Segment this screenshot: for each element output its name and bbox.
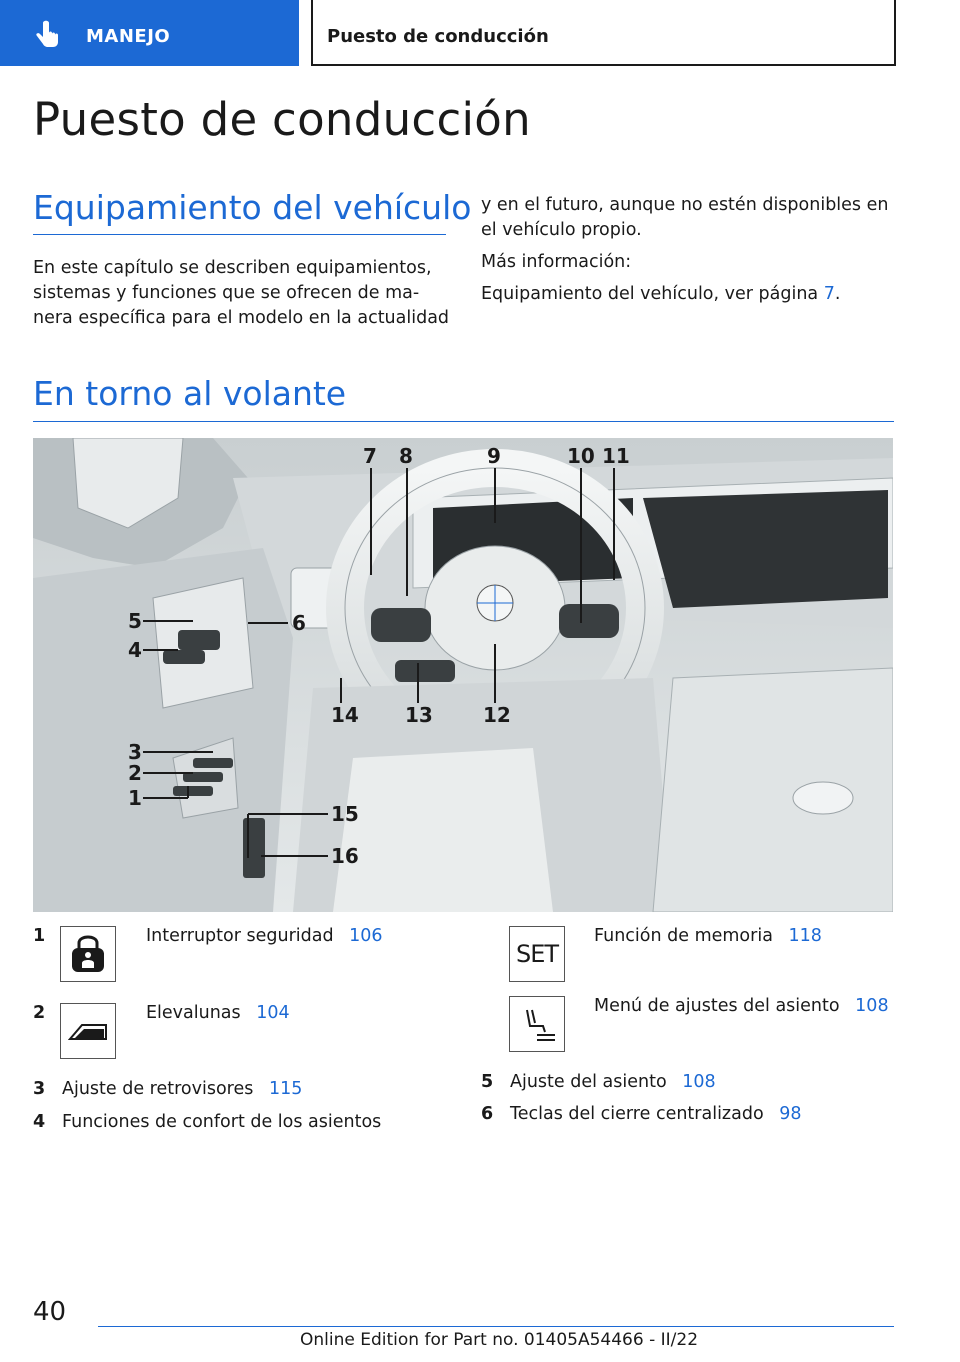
callout-14: 14 [331, 703, 359, 727]
page-link[interactable]: 108 [855, 996, 889, 1016]
callout-11: 11 [602, 444, 630, 468]
text-line: sistemas y funciones que se ofrecen de ma- [33, 283, 420, 303]
cockpit-drawing [33, 438, 893, 912]
equipment-reference [481, 282, 840, 307]
legend-number: 1 [33, 926, 46, 946]
equipment-heading: Equipamiento del vehículo [33, 188, 472, 227]
equipment-paragraph-left [33, 256, 449, 331]
text-line: nera específica para el modelo en la actualidad [33, 308, 450, 328]
legend-item [146, 1003, 290, 1023]
page-link[interactable]: 106 [349, 926, 383, 946]
legend-item: Funciones de confort de los asientos [62, 1112, 382, 1132]
legend-item [594, 996, 889, 1016]
callout-1: 1 [128, 786, 142, 810]
footer-rule [98, 1326, 894, 1327]
callout-7: 7 [363, 444, 377, 468]
reference-text: Equipamiento del vehículo, ver página [481, 284, 824, 304]
steering-heading: En torno al volante [33, 374, 347, 413]
page-number: 40 [33, 1297, 67, 1327]
page-link[interactable]: 118 [788, 926, 822, 946]
section-label: MANEJO [86, 26, 171, 47]
legend-label: Menú de ajustes del asiento [594, 996, 840, 1016]
legend-label: Ajuste del asiento [510, 1072, 667, 1092]
callout-2: 2 [128, 761, 142, 785]
callout-4: 4 [128, 638, 142, 662]
reference-end: . [834, 284, 841, 304]
legend-label: Elevalunas [146, 1003, 241, 1023]
security-switch-icon-box [60, 926, 116, 982]
footer-edition: Online Edition for Part no. 01405A54466 - II/22 [300, 1330, 699, 1350]
hand-pointer-icon [32, 20, 62, 50]
legend-label: Función de memoria [594, 926, 773, 946]
legend-number: 5 [481, 1072, 494, 1092]
legend-item [510, 1104, 802, 1124]
legend-label: Interruptor seguridad [146, 926, 334, 946]
legend-item [594, 926, 822, 946]
breadcrumb-label: Puesto de conducción [327, 26, 549, 47]
breadcrumb [311, 0, 896, 66]
legend-item [510, 1072, 716, 1092]
set-icon-box [509, 926, 565, 982]
window-lifter-icon-box [60, 1003, 116, 1059]
callout-10: 10 [567, 444, 595, 468]
callout-3: 3 [128, 740, 142, 764]
text-line: En este capítulo se describen equipamientos, [33, 258, 432, 278]
legend-number: 4 [33, 1112, 46, 1132]
legend-item [146, 926, 383, 946]
page-link[interactable]: 108 [682, 1072, 716, 1092]
callout-8: 8 [399, 444, 413, 468]
seat-settings-icon [517, 1004, 557, 1044]
equipment-paragraph-right [481, 193, 888, 243]
page-link[interactable]: 98 [779, 1104, 802, 1124]
page-link[interactable]: 115 [268, 1079, 303, 1099]
callout-13: 13 [405, 703, 433, 727]
legend-item [62, 1079, 302, 1099]
window-icon [68, 1019, 108, 1043]
cockpit-illustration [33, 438, 893, 912]
text-line: el vehículo propio. [481, 220, 642, 240]
section-tab [0, 0, 299, 66]
page-link[interactable]: 104 [256, 1003, 290, 1023]
equipment-rule [33, 234, 446, 235]
callout-6: 6 [292, 611, 306, 635]
callout-16: 16 [331, 844, 359, 868]
callout-5: 5 [128, 609, 142, 633]
page-link[interactable]: 7 [823, 284, 835, 304]
more-info-label: Más información: [481, 252, 632, 272]
legend-number: 6 [481, 1104, 494, 1124]
steering-rule [33, 421, 894, 422]
legend-number: 2 [33, 1003, 46, 1023]
page-title: Puesto de conducción [33, 93, 531, 146]
set-icon: SET [515, 940, 559, 968]
lock-person-icon [70, 934, 106, 974]
seat-menu-icon-box [509, 996, 565, 1052]
callout-15: 15 [331, 802, 359, 826]
callout-12: 12 [483, 703, 511, 727]
text-line: y en el futuro, aunque no estén disponibles en [481, 195, 889, 215]
legend-label: Teclas del cierre centralizado [510, 1104, 764, 1124]
legend-label: Ajuste de retrovisores [62, 1079, 254, 1099]
legend-number: 3 [33, 1079, 46, 1099]
callout-9: 9 [487, 444, 501, 468]
